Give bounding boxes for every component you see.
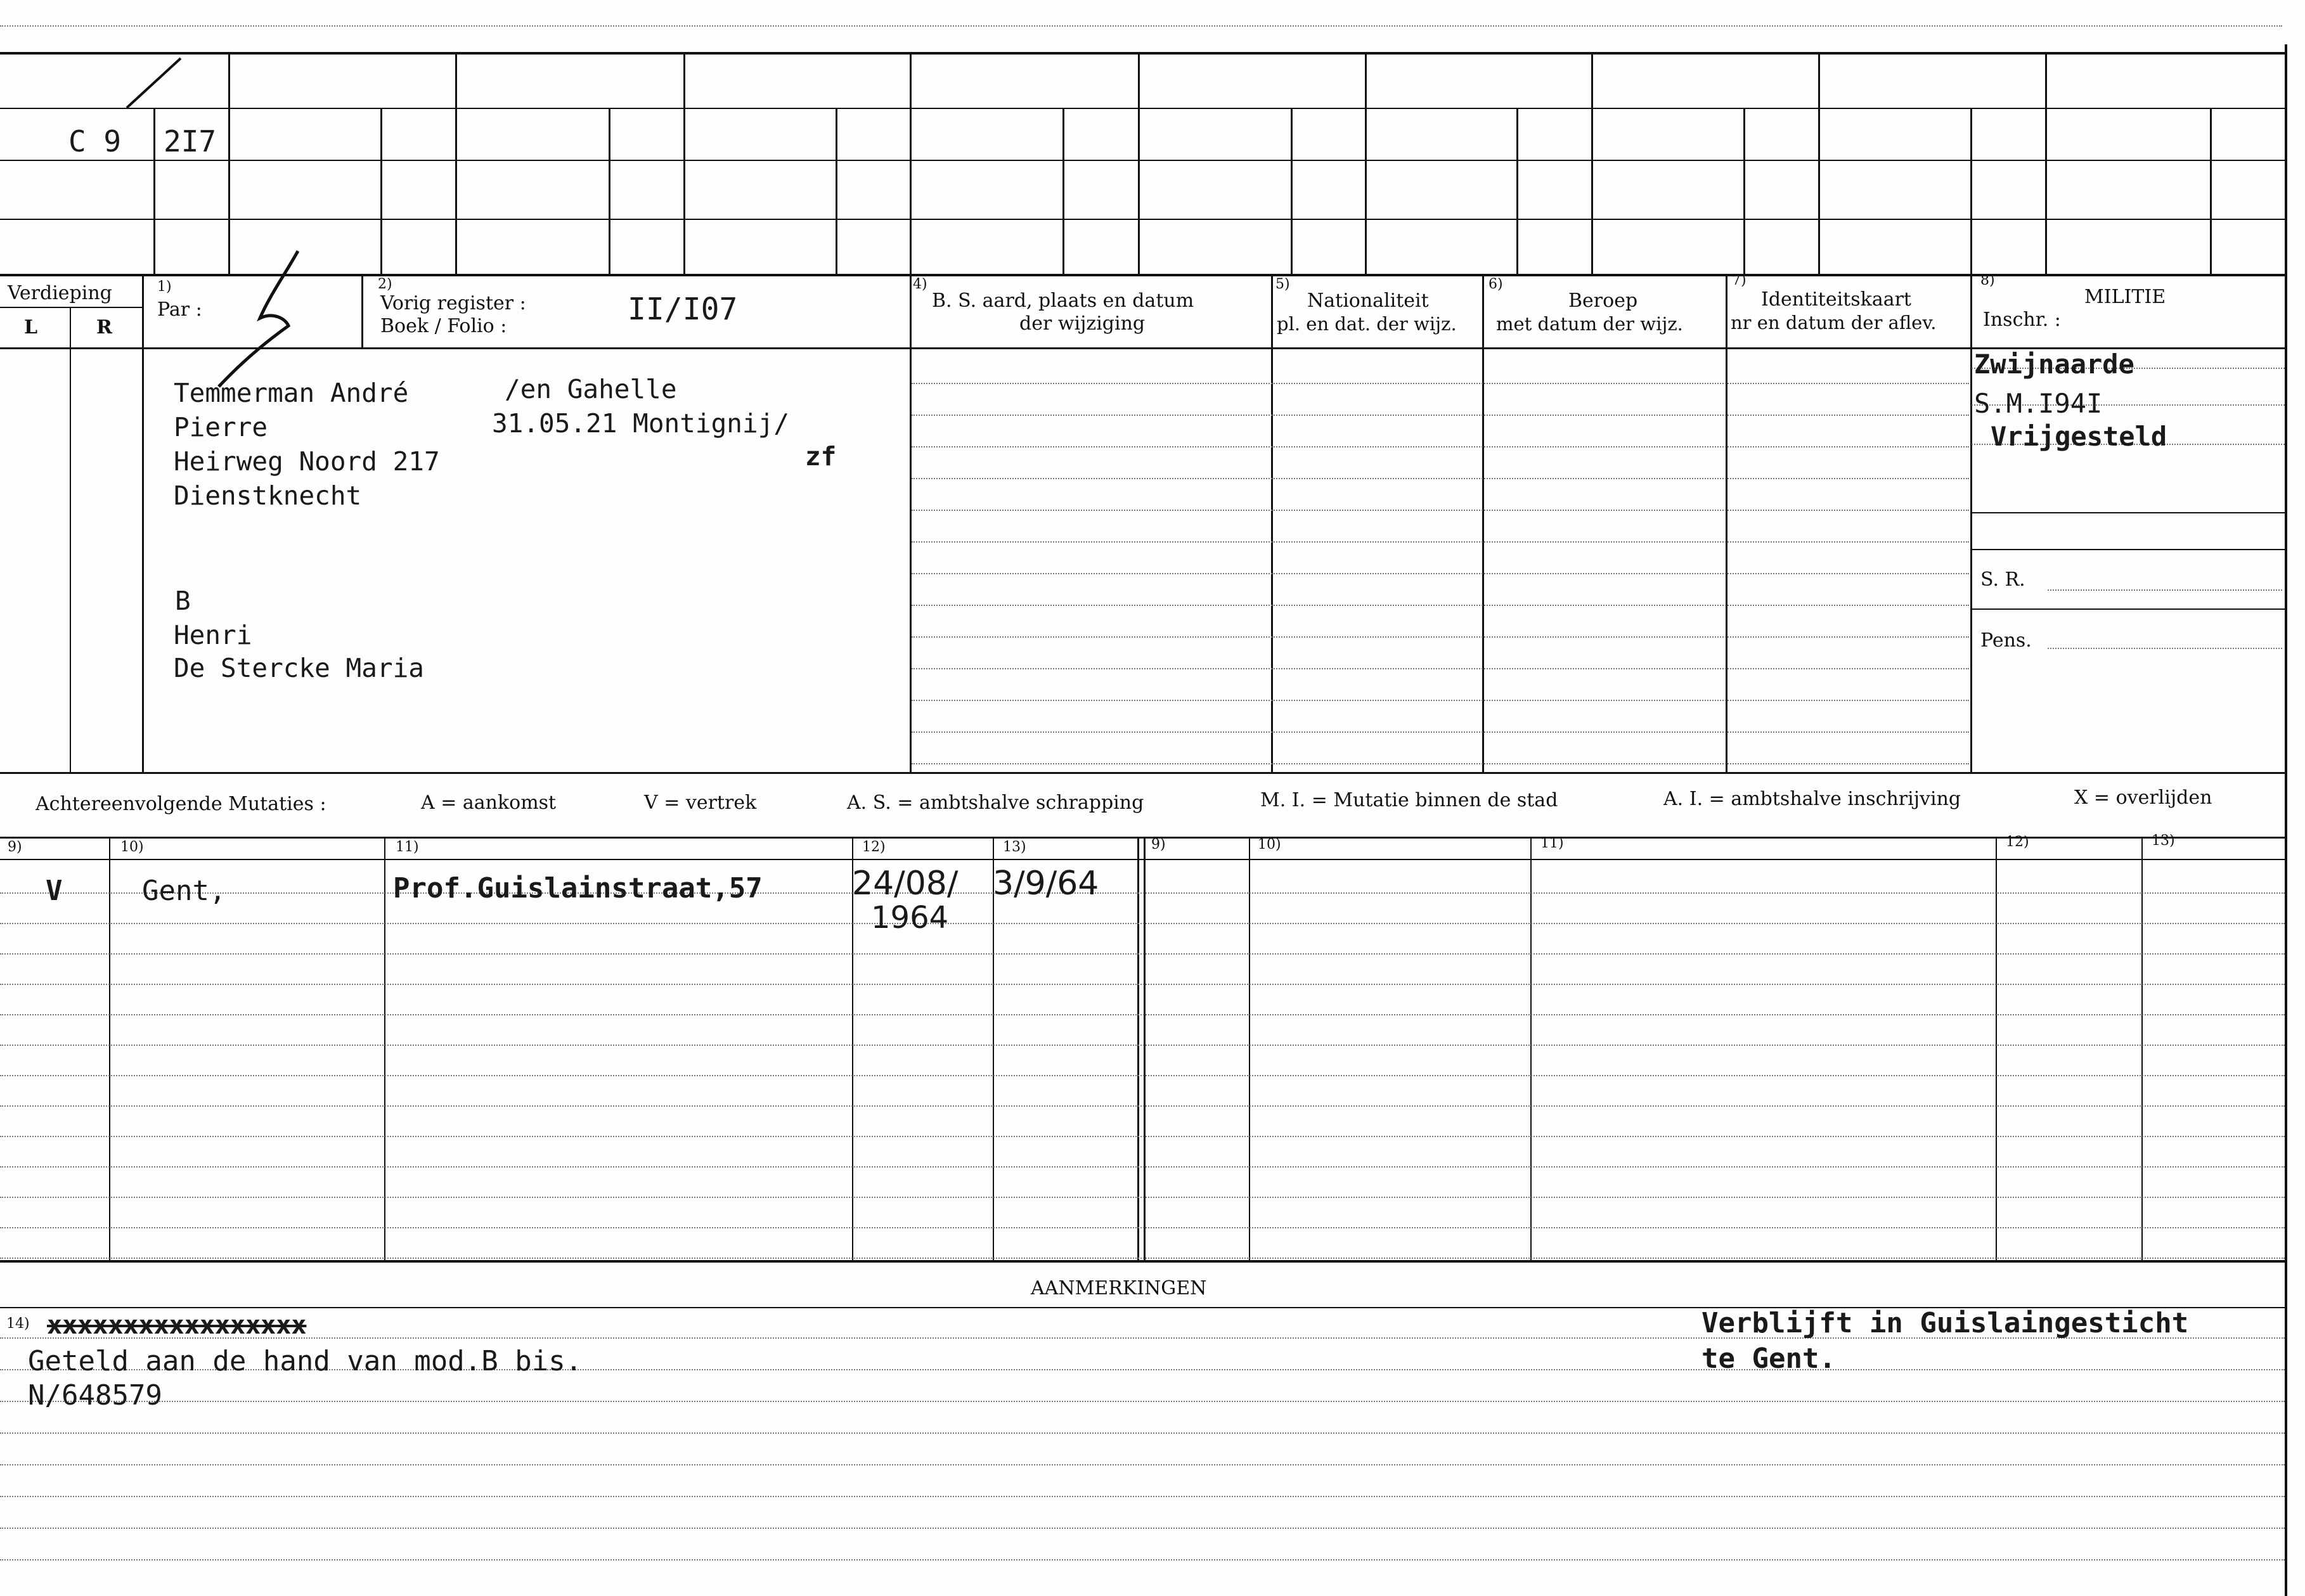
ruled-line	[0, 25, 2282, 27]
nat-num: 5)	[1275, 276, 1290, 292]
ruled-line	[0, 1401, 2285, 1402]
ruled-line	[912, 731, 1969, 733]
mutation-date: 24/08/	[852, 865, 959, 903]
col-9-left: 9)	[8, 839, 22, 855]
col-13-right: 13)	[2152, 833, 2175, 849]
militie-status: Vrijgesteld	[1991, 421, 2167, 452]
bs-label-1: B. S. aard, plaats en datum	[932, 290, 1194, 312]
beroep-label-2: met datum der wijz.	[1496, 313, 1683, 335]
ruled-line	[2048, 589, 2282, 591]
bs-num: 4)	[913, 276, 927, 292]
inschr-label: Inschr. :	[1983, 309, 2061, 331]
ruled-line	[912, 510, 1969, 511]
beroep-label-1: Beroep	[1568, 290, 1638, 312]
col-9-right: 9)	[1151, 837, 1166, 853]
vorig-register-label: Vorig register :	[380, 292, 526, 314]
militie-year: S.M.I94I	[1974, 388, 2103, 419]
pens-label: Pens.	[1980, 629, 2032, 652]
mutation-city: Gent,	[142, 875, 226, 907]
boek-folio-label: Boek / Folio :	[380, 315, 507, 337]
ruled-line	[912, 541, 1969, 543]
ruled-line	[912, 605, 1969, 606]
file-number: 2I7	[164, 124, 217, 158]
birth-date: 31.05.21 Montignij/	[492, 408, 789, 439]
ruled-line	[0, 1197, 2285, 1198]
col-11-right: 11)	[1540, 835, 1564, 851]
verdieping-r: R	[96, 316, 112, 338]
col-11-left: 11)	[396, 839, 419, 855]
ruled-line	[912, 446, 1969, 447]
beroep-num: 6)	[1488, 276, 1503, 292]
col-12-right: 12)	[2006, 834, 2029, 850]
remarks-struck: xxxxxxxxxxxxxxxxx	[47, 1311, 307, 1340]
birth-place: /en Gahelle	[505, 374, 677, 404]
id-label-1: Identiteitskaart	[1761, 288, 1911, 311]
ruled-line	[0, 953, 2285, 955]
ruled-line	[0, 892, 2285, 894]
ruled-line	[0, 1136, 2285, 1137]
nat-label-1: Nationaliteit	[1307, 290, 1429, 312]
remarks-right-2: te Gent.	[1701, 1342, 1836, 1375]
person-address: Heirweg Noord 217	[174, 446, 440, 477]
status-mark: zf	[805, 441, 837, 472]
militie-num: 8)	[1980, 273, 1995, 288]
col-12-left: 12)	[862, 839, 886, 855]
ruled-line	[912, 636, 1969, 638]
id-label-2: nr en datum der aflev.	[1731, 312, 1937, 333]
section-code: C 9	[68, 124, 122, 158]
legend-overlijden: X = overlijden	[2074, 787, 2212, 809]
militie-title: MILITIE	[2084, 286, 2166, 308]
col-13-left: 13)	[1003, 839, 1026, 855]
mutation-date-2: 3/9/64	[993, 865, 1099, 903]
remarks-num: 14)	[6, 1316, 30, 1332]
person-name-2: Pierre	[174, 412, 268, 442]
legend-mutatie: M. I. = Mutatie binnen de stad	[1260, 789, 1558, 811]
ruled-line	[912, 668, 1969, 669]
remarks-line-1: Geteld aan de hand van mod.B bis.	[28, 1345, 583, 1377]
person-occupation: Dienstknecht	[174, 480, 362, 511]
sr-label: S. R.	[1980, 569, 2025, 591]
remarks-line-2: N/648579	[28, 1379, 162, 1412]
legend-ambtshalve-schrapping: A. S. = ambtshalve schrapping	[847, 792, 1144, 814]
vorig-num: 2)	[378, 276, 392, 292]
militie-place: Zwijnaarde	[1974, 349, 2134, 380]
ruled-line	[0, 1227, 2285, 1228]
ruled-line	[912, 573, 1969, 574]
ruled-line	[2048, 648, 2282, 649]
remarks-right-1: Verblijft in Guislaingesticht	[1701, 1307, 2189, 1339]
ruled-line	[0, 1045, 2285, 1046]
remarks-title: AANMERKINGEN	[1031, 1277, 1207, 1299]
mother-name: De Stercke Maria	[174, 653, 424, 683]
ruled-line	[0, 1496, 2285, 1497]
legend-aankomst: A = aankomst	[421, 792, 557, 814]
id-num: 7)	[1732, 273, 1747, 288]
ruled-line	[0, 984, 2285, 985]
ruled-line	[0, 923, 2285, 924]
ruled-line	[912, 415, 1969, 416]
signature-mark	[209, 248, 323, 394]
legend-intro: Achtereenvolgende Mutaties :	[36, 793, 326, 815]
parent-code: B	[175, 586, 191, 616]
ruled-line	[0, 1166, 2285, 1168]
nat-label-2: pl. en dat. der wijz.	[1277, 313, 1457, 335]
vorig-register-value: II/I07	[628, 292, 738, 327]
verdieping-l: L	[24, 316, 38, 338]
ruled-line	[0, 1528, 2285, 1529]
ruled-line	[912, 383, 1969, 384]
ruled-line	[912, 478, 1969, 479]
mutation-type: V	[46, 875, 63, 907]
bs-label-2: der wijziging	[1019, 312, 1146, 335]
mutation-year: 1964	[871, 900, 949, 936]
ruled-line	[0, 1559, 2285, 1561]
father-name: Henri	[174, 620, 252, 650]
ruled-line	[912, 700, 1969, 701]
mutation-address: Prof.Guislainstraat,57	[393, 872, 763, 904]
ruled-line	[0, 1014, 2285, 1015]
col-10-left: 10)	[120, 839, 144, 855]
person-name: Temmerman André	[174, 378, 409, 408]
legend-vertrek: V = vertrek	[644, 792, 757, 814]
legend-ambtshalve-inschrijving: A. I. = ambtshalve inschrijving	[1663, 788, 1961, 810]
ruled-line	[912, 763, 1969, 764]
ruled-line	[0, 1075, 2285, 1076]
ruled-line	[0, 1464, 2285, 1465]
slash-mark	[114, 55, 190, 112]
ruled-line	[0, 1432, 2285, 1434]
par-num: 1)	[157, 279, 172, 295]
par-label: Par :	[157, 299, 202, 321]
col-10-right: 10)	[1258, 837, 1281, 853]
ruled-line	[0, 1105, 2285, 1107]
verdieping-label: Verdieping	[8, 282, 112, 304]
ruled-line	[0, 1258, 2285, 1259]
